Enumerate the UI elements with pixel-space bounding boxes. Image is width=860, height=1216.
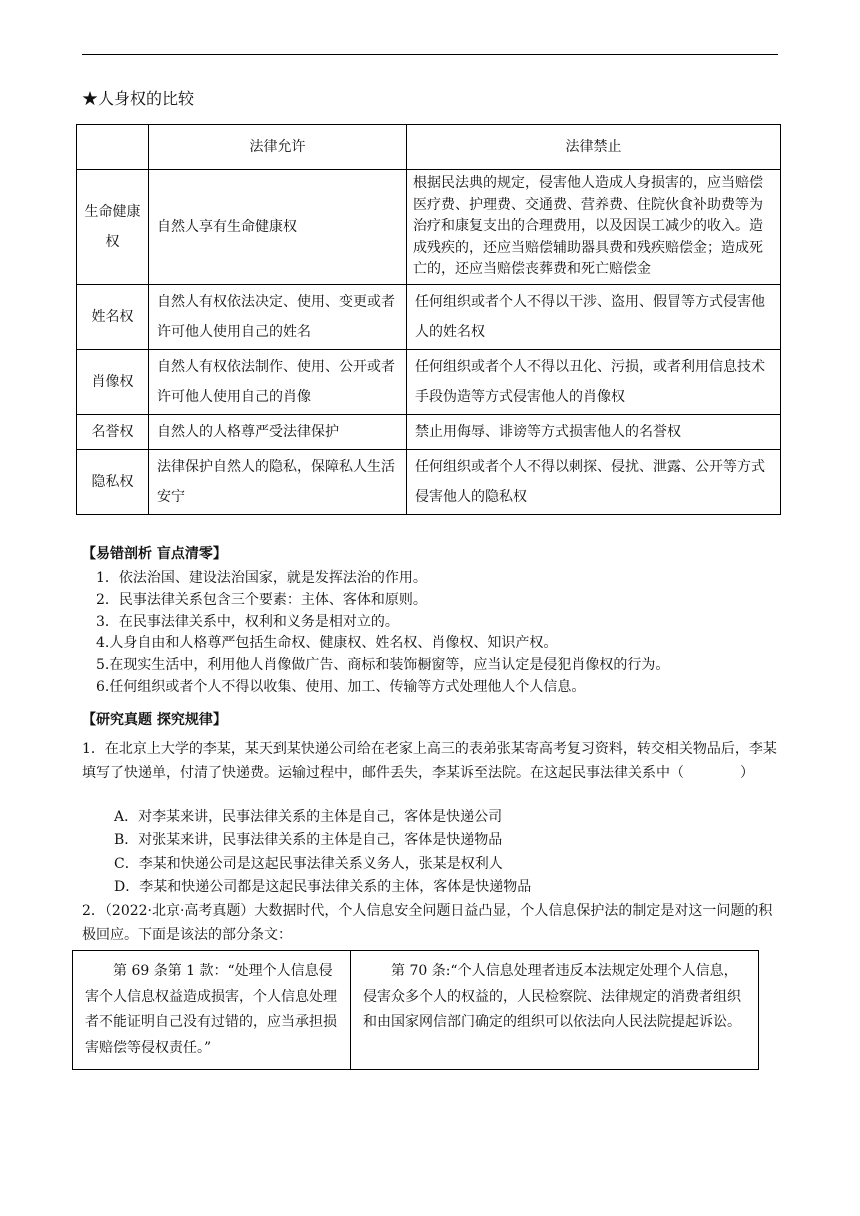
row-right-name: 姓名权 — [77, 284, 149, 349]
header-allowed: 法律允许 — [149, 125, 407, 170]
row-right-name: 肖像权 — [77, 349, 149, 414]
mistakes-list — [96, 568, 669, 699]
list-item: 6.任何组织或者个人不得以收集、使用、加工、传输等方式处理他人个人信息。 — [96, 678, 586, 695]
row-right-name: 名誉权 — [77, 414, 149, 449]
table-row — [77, 414, 781, 449]
articles-row — [73, 951, 759, 1070]
question-1-options — [114, 806, 531, 899]
option-a: A．对李某来讲，民事法律关系的主体是自己，客体是快递公司 — [114, 809, 503, 825]
article-69: 第 69 条第 1 款：“处理个人信息侵害个人信息权益造成损害，个人信息处理者不能证明自己没有过错的，应当承担损害赔偿等侵权责任。” — [73, 951, 351, 1070]
option-c: C．李某和快递公司是这起民事法律关系义务人，张某是权利人 — [114, 855, 503, 872]
row-allowed: 自然人有权依法决定、使用、变更或者许可他人使用自己的姓名 — [149, 284, 407, 349]
list-item: 5.在现实生活中，利用他人肖像做广告、商标和装饰橱窗等，应当认定是侵犯肖像权的行为。 — [96, 657, 670, 674]
row-forbidden: 任何组织或者个人不得以干涉、盗用、假冒等方式侵害他人的姓名权 — [407, 284, 781, 349]
option-b: B．对张某来讲，民事法律关系的主体是自己，客体是快递物品 — [114, 832, 503, 849]
row-allowed: 自然人的人格尊严受法律保护 — [149, 414, 407, 449]
research-heading: 【研究真题 探究规律】 — [82, 712, 227, 728]
row-right-name: 生命健康权 — [77, 170, 149, 285]
question-2-stem: 2．（2022·北京·高考真题）大数据时代，个人信息安全问题日益凸显，个人信息保护法的制定是对这一问题的积极回应。下面是该法的部分条文： — [82, 903, 773, 943]
section-title: ★人身权的比较 — [82, 89, 195, 108]
row-right-name: 隐私权 — [77, 449, 149, 514]
option-d: D．李某和快递公司都是这起民事法律关系的主体，客体是快递物品 — [114, 878, 532, 895]
row-forbidden: 禁止用侮辱、诽谤等方式损害他人的名誉权 — [407, 414, 781, 449]
law-articles-table — [72, 950, 759, 1070]
table-row — [77, 284, 781, 349]
row-forbidden: 任何组织或者个人不得以丑化、污损，或者利用信息技术手段伪造等方式侵害他人的肖像权 — [407, 349, 781, 414]
header-rule — [82, 54, 778, 55]
row-allowed: 自然人享有生命健康权 — [149, 170, 407, 285]
row-allowed: 自然人有权依法制作、使用、公开或者许可他人使用自己的肖像 — [149, 349, 407, 414]
table-header-row — [77, 125, 781, 170]
question-1-stem: 1．在北京上大学的李某，某天到某快递公司给在老家上高三的表弟张某寄高考复习资料，转交相关物品后，李某填写了快递单，付清了快递费。运输过程中，邮件丢失，李某诉至法院。在这起民事法律关系中（ ） — [82, 741, 777, 781]
rights-comparison-table — [76, 124, 781, 515]
list-item: 2．民事法律关系包含三个要素：主体、客体和原则。 — [96, 591, 427, 608]
table-row — [77, 349, 781, 414]
article-70: 第 70 条:“个人信息处理者违反本法规定处理个人信息，侵害众多个人的权益的，人民检察院、法律规定的消费者组织和由国家网信部门确定的组织可以依法向人民法院提起诉讼。 — [351, 951, 759, 1070]
row-allowed: 法律保护自然人的隐私，保障私人生活安宁 — [149, 449, 407, 514]
row-forbidden: 根据民法典的规定，侵害他人造成人身损害的，应当赔偿医疗费、护理费、交通费、营养费、住院伙食补助费等为治疗和康复支出的合理费用，以及因误工减少的收入。造成残疾的，还应当赔偿辅助器具费和残疾赔偿金；造成死亡的，还应当赔偿丧葬费和死亡赔偿金 — [407, 170, 781, 285]
list-item: 4.人身自由和人格尊严包括生命权、健康权、姓名权、肖像权、知识产权。 — [96, 635, 558, 652]
list-item: 3．在民事法律关系中，权利和义务是相对立的。 — [96, 613, 399, 630]
header-empty-cell — [77, 125, 149, 170]
table-row — [77, 170, 781, 285]
table-row — [77, 449, 781, 514]
header-forbidden: 法律禁止 — [407, 125, 781, 170]
row-forbidden: 任何组织或者个人不得以刺探、侵扰、泄露、公开等方式侵害他人的隐私权 — [407, 449, 781, 514]
list-item: 1．依法治国、建设法治国家，就是发挥法治的作用。 — [96, 570, 427, 586]
mistakes-heading: 【易错剖析 盲点清零】 — [82, 546, 227, 562]
